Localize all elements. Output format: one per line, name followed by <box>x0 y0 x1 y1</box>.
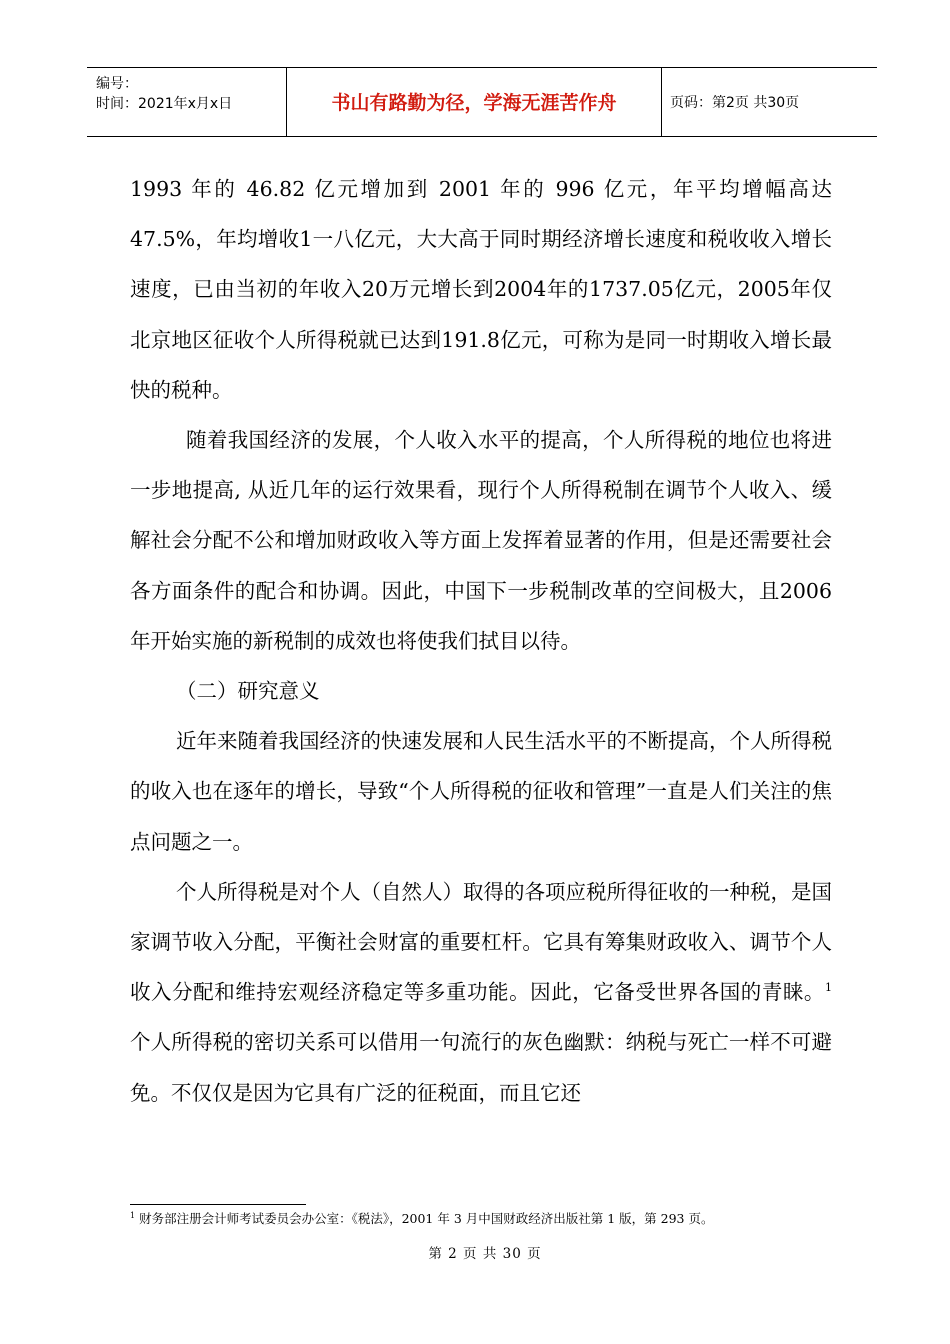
section-heading-research-significance: （二）研究意义 <box>176 679 320 704</box>
header-number-label: 编号： <box>96 76 138 92</box>
paragraph-2: 随着我国经济的发展，个人收入水平的提高，个人所得税的地位也将进一步地提高, 从近几年的运行效果看，现行个人所得税制在调节个人收入、缓解社会分配不公和增加财政收入等方面上发挥着显著的作用，但是还需要社会各方面条件的配合和协调。因此，中国下一步税制改革的空间极大，且2006年开始实施的新税制的成效也将使我们拭目以待。 <box>130 428 832 653</box>
header-time-label: 时间：2021年x月x日 <box>96 96 233 112</box>
paragraph-1: 1993 年的 46.82 亿元增加到 2001 年的 996 亿元，年平均增幅高达47.5%，年均增收1一八亿元，大大高于同时期经济增长速度和税收收入增长速度，已由当初的年收入20万元增长到2004年的1737.05亿元，2005年仅北京地区征收个人所得税就已达到191.8亿元，可称为是同一时期收入增长最快的税种。 <box>130 177 832 402</box>
document-body <box>130 164 832 1118</box>
header-page-label: 页码：第2页 共30页 <box>670 95 800 111</box>
page-header <box>87 67 877 137</box>
footnote-text: 财务部注册会计师考试委员会办公室：《税法》，2001 年 3 月中国财政经济出版社第 1 版，第 293 页。 <box>135 1211 714 1226</box>
footnote-separator <box>130 1204 306 1205</box>
paragraph-4 <box>130 867 832 1118</box>
paragraph-4-part-b: 个人所得税的密切关系可以借用一句流行的灰色幽默：纳税与死亡一样不可避免。不仅仅是因为它具有广泛的征税面，而且它还 <box>130 1030 832 1105</box>
paragraph-3: 近年来随着我国经济的快速发展和人民生活水平的不断提高，个人所得税的收入也在逐年的增长，导致“个人所得税的征收和管理”一直是人们关注的焦点问题之一。 <box>130 729 832 854</box>
page-number-footer: 第 2 页 共 30 页 <box>428 1246 542 1262</box>
footnote-mark: 1 <box>130 1211 136 1220</box>
paragraph-4-part-a: 个人所得税是对个人（自然人）取得的各项应税所得征收的一种税，是国家调节收入分配，平衡社会财富的重要杠杆。它具有筹集财政收入、调节个人收入分配和维持宏观经济稳定等多重功能。因此，它备受世界各国的青睐。 <box>130 879 832 1005</box>
footnote-reference[interactable]: 1 <box>825 981 832 995</box>
header-motto: 书山有路勤为径，学海无涯苦作舟 <box>287 68 662 136</box>
footnote <box>130 1210 850 1228</box>
header-info-cell <box>87 68 287 136</box>
